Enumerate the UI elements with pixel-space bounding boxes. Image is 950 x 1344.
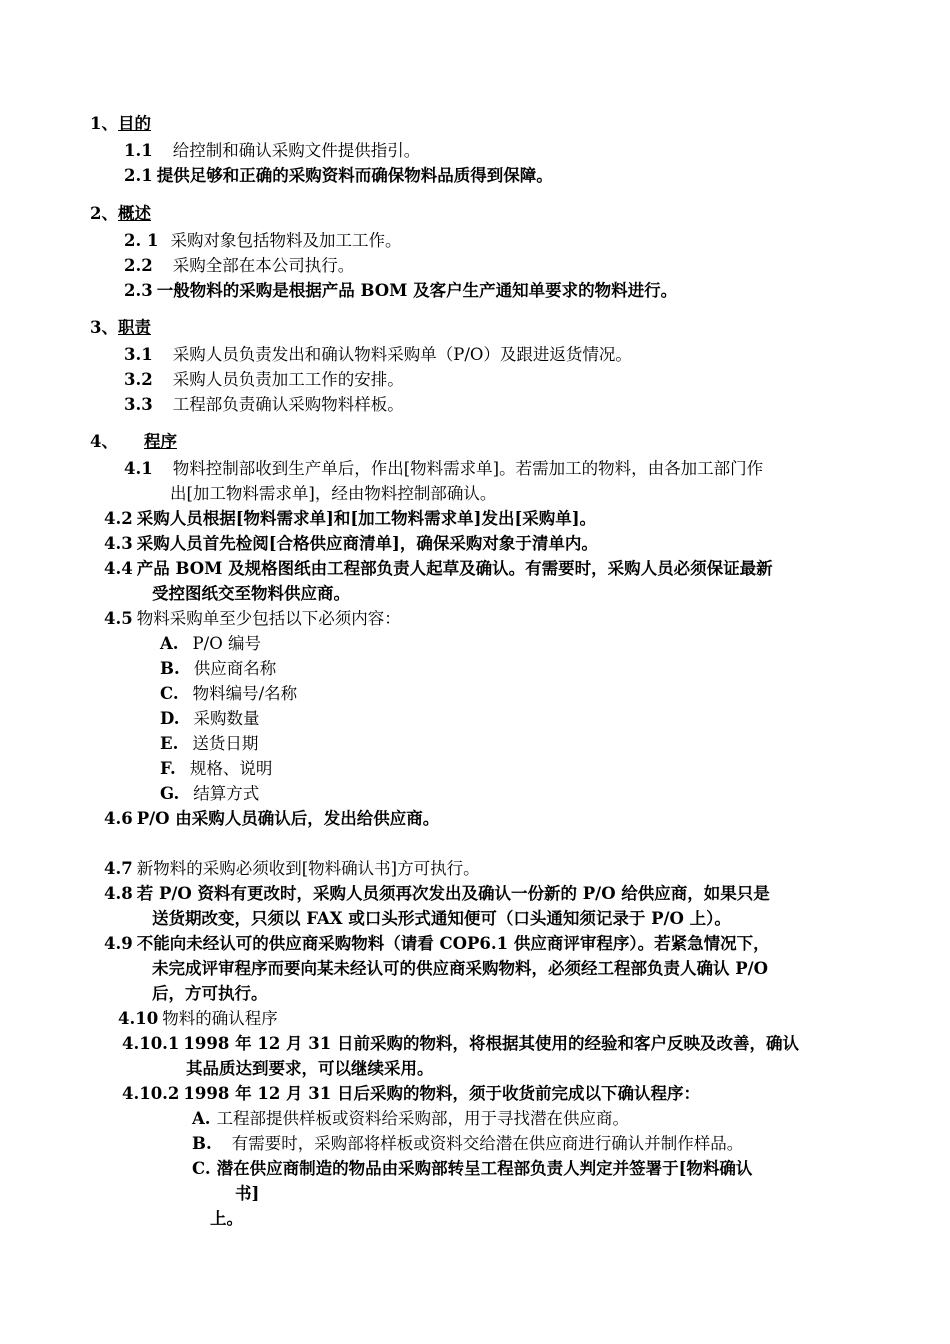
item-text: 采购全部在本公司执行。	[172, 256, 355, 275]
item-text: 采购人员首先检阅[合格供应商清单]，确保采购对象于清单内。	[136, 534, 598, 553]
item-4-1	[124, 457, 763, 481]
section-title: 程序	[143, 432, 177, 451]
item-number: 4.7	[104, 859, 133, 878]
item-4-8	[104, 882, 770, 906]
section-2-heading	[90, 202, 151, 226]
item-4-2	[104, 507, 596, 531]
list-text: 书]	[235, 1184, 260, 1203]
item-3-2	[124, 368, 404, 392]
list-text: 工程部提供样板或资料给采购部，用于寻找潜在供应商。	[216, 1109, 630, 1128]
item-4-10	[118, 1007, 278, 1031]
list-marker: D.	[160, 709, 180, 728]
list-item-c	[160, 682, 297, 706]
item-number: 2. 1	[124, 231, 159, 250]
confirm-step-c	[192, 1157, 752, 1181]
list-item-f	[160, 757, 272, 781]
list-marker: C.	[160, 684, 179, 703]
item-text: P/O 由采购人员确认后，发出给供应商。	[136, 809, 440, 828]
section-number: 1、	[90, 114, 118, 133]
item-4-3	[104, 532, 598, 556]
list-item-e	[160, 732, 258, 756]
item-text: 物料控制部收到生产单后，作出[物料需求单]。若需加工的物料，由各加工部门作	[172, 459, 764, 478]
section-number: 3、	[90, 318, 118, 337]
item-2-3	[124, 279, 677, 303]
confirm-step-b	[192, 1132, 743, 1156]
item-text: 物料采购单至少包括以下必须内容：	[136, 609, 401, 628]
list-text: P/O 编号	[192, 634, 261, 653]
item-text: 产品 BOM 及规格图纸由工程部负责人起草及确认。有需要时，采购人员必须保证最新	[136, 559, 773, 578]
item-text: 一般物料的采购是根据产品 BOM 及客户生产通知单要求的物料进行。	[156, 281, 678, 300]
item-number: 4.1	[124, 459, 153, 478]
section-1-heading	[90, 112, 151, 136]
item-2-1b	[124, 229, 401, 253]
list-item-b	[160, 657, 276, 681]
confirm-step-c-end	[210, 1207, 243, 1231]
item-text: 采购人员负责加工工作的安排。	[172, 370, 404, 389]
item-text: 工程部负责确认采购物料样板。	[172, 395, 404, 414]
section-4-heading	[90, 430, 177, 454]
item-text: 采购对象包括物料及加工工作。	[170, 231, 402, 250]
item-number: 4.10.2	[122, 1084, 180, 1103]
item-1-1	[124, 139, 420, 163]
list-text: 送货日期	[192, 734, 259, 753]
item-text: 其品质达到要求，可以继续采用。	[186, 1059, 434, 1078]
confirm-step-a	[192, 1107, 629, 1131]
section-3-heading	[90, 316, 151, 340]
item-4-5	[104, 607, 401, 631]
item-text: 采购人员负责发出和确认物料采购单（P/O）及跟进返货情况。	[172, 345, 632, 364]
list-item-a	[160, 632, 261, 656]
item-number: 4.10.1	[122, 1034, 180, 1053]
item-4-4	[104, 557, 773, 581]
list-marker: C.	[192, 1159, 211, 1178]
list-marker: F.	[160, 759, 176, 778]
item-4-6	[104, 807, 439, 831]
section-number: 4、	[90, 432, 118, 451]
item-4-10-1	[122, 1032, 799, 1056]
item-3-3	[124, 393, 404, 417]
list-text: 上。	[210, 1209, 243, 1228]
item-text: 新物料的采购必须收到[物料确认书]方可执行。	[136, 859, 480, 878]
list-text: 潜在供应商制造的物品由采购部转呈工程部负责人判定并签署于[物料确认	[216, 1159, 753, 1178]
item-4-9-cont-1	[152, 957, 768, 981]
list-marker: G.	[160, 784, 180, 803]
item-4-10-2	[122, 1082, 700, 1106]
item-4-9-cont-2	[152, 982, 268, 1006]
section-number: 2、	[90, 204, 118, 223]
list-marker: B.	[192, 1134, 212, 1153]
item-2-2	[124, 254, 354, 278]
item-number: 4.3	[104, 534, 133, 553]
list-marker: A.	[192, 1109, 211, 1128]
item-4-8-cont	[152, 907, 731, 931]
list-text: 结算方式	[193, 784, 260, 803]
item-text: 提供足够和正确的采购资料而确保物料品质得到保障。	[156, 166, 553, 185]
item-text: 送货期改变，只须以 FAX 或口头形式通知便可（口头通知须记录于 P/O 上）。	[152, 909, 731, 928]
section-title: 概述	[117, 204, 151, 223]
item-4-1-cont: 出[加工物料需求单]，经由物料控制部确认。	[170, 484, 497, 503]
section-title: 目的	[117, 114, 151, 133]
item-text: 不能向未经认可的供应商采购物料（请看 COP6.1 供应商评审程序）。若紧急情况下，	[136, 934, 770, 953]
item-number: 2.3	[124, 281, 153, 300]
item-text: 受控图纸交至物料供应商。	[152, 584, 350, 603]
item-4-9	[104, 932, 770, 956]
confirm-step-c-cont	[235, 1182, 259, 1206]
item-text: 未完成评审程序而要向某未经认可的供应商采购物料，必须经工程部负责人确认 P/O	[152, 959, 769, 978]
item-number: 2.1	[124, 166, 153, 185]
item-text: 采购人员根据[物料需求单]和[加工物料需求单]发出[采购单]。	[136, 509, 597, 528]
list-marker: B.	[160, 659, 180, 678]
list-text: 物料编号/名称	[192, 684, 298, 703]
item-3-1	[124, 343, 632, 367]
item-4-7	[104, 857, 480, 881]
item-number: 4.10	[118, 1009, 159, 1028]
item-number: 4.2	[104, 509, 133, 528]
item-number: 3.2	[124, 370, 153, 389]
item-number: 4.6	[104, 809, 133, 828]
list-marker: E.	[160, 734, 179, 753]
list-text: 采购数量	[193, 709, 260, 728]
item-text: 1998 年 12 月 31 日前采购的物料，将根据其使用的经验和客户反映及改善，确认	[183, 1034, 799, 1053]
list-item-g	[160, 782, 259, 806]
list-text: 规格、说明	[189, 759, 273, 778]
item-number: 3.1	[124, 345, 153, 364]
item-text: 1998 年 12 月 31 日后采购的物料，须于收货前完成以下确认程序：	[183, 1084, 700, 1103]
list-text: 有需要时，采购部将样板或资料交给潜在供应商进行确认并制作样品。	[231, 1134, 744, 1153]
item-number: 4.9	[104, 934, 133, 953]
item-number: 1.1	[124, 141, 153, 160]
item-4-4-cont	[152, 582, 350, 606]
list-item-d	[160, 707, 259, 731]
item-number: 3.3	[124, 395, 153, 414]
item-text: 物料的确认程序	[162, 1009, 278, 1028]
item-2-1	[124, 164, 553, 188]
item-number: 4.8	[104, 884, 133, 903]
item-number: 4.4	[104, 559, 133, 578]
list-marker: A.	[160, 634, 179, 653]
item-text: 若 P/O 资料有更改时，采购人员须再次发出及确认一份新的 P/O 给供应商，如果只是	[136, 884, 770, 903]
item-number: 4.5	[104, 609, 133, 628]
item-number: 2.2	[124, 256, 153, 275]
section-title: 职责	[117, 318, 151, 337]
item-text: 后，方可执行。	[152, 984, 268, 1003]
item-text: 给控制和确认采购文件提供指引。	[172, 141, 421, 160]
list-text: 供应商名称	[193, 659, 277, 678]
item-4-10-1-cont	[186, 1057, 434, 1081]
